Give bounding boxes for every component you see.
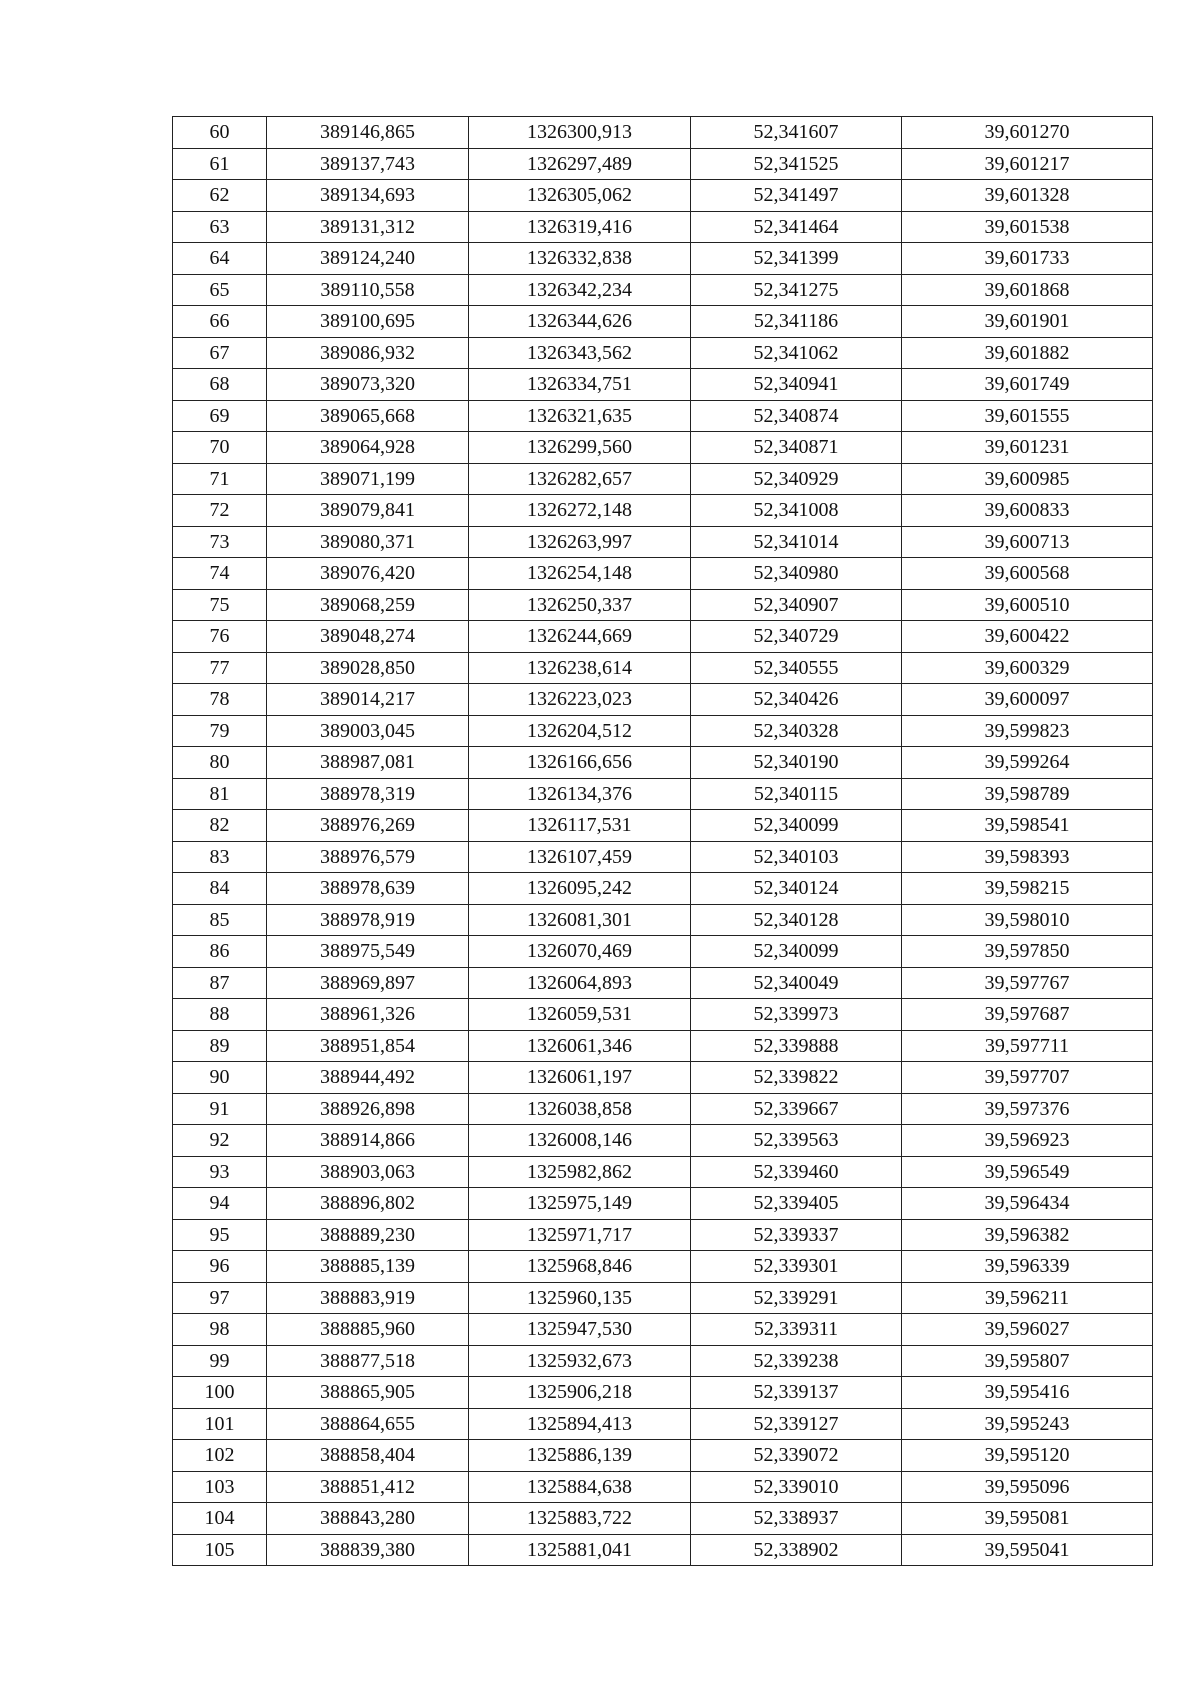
x-coordinate-cell: 389137,743: [267, 148, 469, 180]
y-coordinate-cell: 1326254,148: [469, 558, 691, 590]
table-row: [173, 1219, 1153, 1251]
latitude-cell: 52,340099: [691, 936, 902, 968]
point-number-cell: 104: [173, 1503, 267, 1535]
y-coordinate-cell: 1326299,560: [469, 432, 691, 464]
longitude-cell: 39,595041: [902, 1534, 1153, 1566]
latitude-cell: 52,339127: [691, 1408, 902, 1440]
longitude-cell: 39,595120: [902, 1440, 1153, 1472]
latitude-cell: 52,340871: [691, 432, 902, 464]
x-coordinate-cell: 388843,280: [267, 1503, 469, 1535]
x-coordinate-cell: 388926,898: [267, 1093, 469, 1125]
table-row: [173, 684, 1153, 716]
y-coordinate-cell: 1325971,717: [469, 1219, 691, 1251]
x-coordinate-cell: 389003,045: [267, 715, 469, 747]
table-row: [173, 1408, 1153, 1440]
y-coordinate-cell: 1326300,913: [469, 117, 691, 149]
table-row: [173, 243, 1153, 275]
point-number-cell: 63: [173, 211, 267, 243]
y-coordinate-cell: 1325886,139: [469, 1440, 691, 1472]
latitude-cell: 52,339460: [691, 1156, 902, 1188]
point-number-cell: 75: [173, 589, 267, 621]
x-coordinate-cell: 388969,897: [267, 967, 469, 999]
point-number-cell: 86: [173, 936, 267, 968]
x-coordinate-cell: 388877,518: [267, 1345, 469, 1377]
table-row: [173, 1251, 1153, 1283]
y-coordinate-cell: 1326238,614: [469, 652, 691, 684]
latitude-cell: 52,341607: [691, 117, 902, 149]
x-coordinate-cell: 388851,412: [267, 1471, 469, 1503]
y-coordinate-cell: 1326204,512: [469, 715, 691, 747]
y-coordinate-cell: 1325884,638: [469, 1471, 691, 1503]
point-number-cell: 88: [173, 999, 267, 1031]
longitude-cell: 39,601555: [902, 400, 1153, 432]
point-number-cell: 83: [173, 841, 267, 873]
latitude-cell: 52,338937: [691, 1503, 902, 1535]
x-coordinate-cell: 389014,217: [267, 684, 469, 716]
latitude-cell: 52,341275: [691, 274, 902, 306]
latitude-cell: 52,341014: [691, 526, 902, 558]
table-row: [173, 747, 1153, 779]
latitude-cell: 52,339238: [691, 1345, 902, 1377]
point-number-cell: 93: [173, 1156, 267, 1188]
point-number-cell: 69: [173, 400, 267, 432]
latitude-cell: 52,340049: [691, 967, 902, 999]
y-coordinate-cell: 1326061,346: [469, 1030, 691, 1062]
latitude-cell: 52,339337: [691, 1219, 902, 1251]
x-coordinate-cell: 388975,549: [267, 936, 469, 968]
latitude-cell: 52,340980: [691, 558, 902, 590]
x-coordinate-cell: 388978,919: [267, 904, 469, 936]
y-coordinate-cell: 1326343,562: [469, 337, 691, 369]
table-row: [173, 1156, 1153, 1188]
longitude-cell: 39,601901: [902, 306, 1153, 338]
x-coordinate-cell: 388951,854: [267, 1030, 469, 1062]
point-number-cell: 87: [173, 967, 267, 999]
longitude-cell: 39,600422: [902, 621, 1153, 653]
longitude-cell: 39,599264: [902, 747, 1153, 779]
x-coordinate-cell: 388976,579: [267, 841, 469, 873]
y-coordinate-cell: 1326297,489: [469, 148, 691, 180]
y-coordinate-cell: 1325883,722: [469, 1503, 691, 1535]
latitude-cell: 52,340099: [691, 810, 902, 842]
longitude-cell: 39,601217: [902, 148, 1153, 180]
x-coordinate-cell: 389080,371: [267, 526, 469, 558]
latitude-cell: 52,341062: [691, 337, 902, 369]
table-row: [173, 495, 1153, 527]
latitude-cell: 52,339137: [691, 1377, 902, 1409]
latitude-cell: 52,338902: [691, 1534, 902, 1566]
y-coordinate-cell: 1325968,846: [469, 1251, 691, 1283]
y-coordinate-cell: 1326223,023: [469, 684, 691, 716]
point-number-cell: 102: [173, 1440, 267, 1472]
longitude-cell: 39,596211: [902, 1282, 1153, 1314]
y-coordinate-cell: 1326070,469: [469, 936, 691, 968]
point-number-cell: 97: [173, 1282, 267, 1314]
longitude-cell: 39,599823: [902, 715, 1153, 747]
latitude-cell: 52,340124: [691, 873, 902, 905]
point-number-cell: 67: [173, 337, 267, 369]
longitude-cell: 39,597687: [902, 999, 1153, 1031]
x-coordinate-cell: 389065,668: [267, 400, 469, 432]
latitude-cell: 52,339888: [691, 1030, 902, 1062]
point-number-cell: 82: [173, 810, 267, 842]
y-coordinate-cell: 1326319,416: [469, 211, 691, 243]
table-row: [173, 526, 1153, 558]
table-row: [173, 1188, 1153, 1220]
longitude-cell: 39,600097: [902, 684, 1153, 716]
y-coordinate-cell: 1325982,862: [469, 1156, 691, 1188]
table-row: [173, 211, 1153, 243]
x-coordinate-cell: 388865,905: [267, 1377, 469, 1409]
latitude-cell: 52,340426: [691, 684, 902, 716]
table-row: [173, 1093, 1153, 1125]
point-number-cell: 105: [173, 1534, 267, 1566]
table-row: [173, 1534, 1153, 1566]
longitude-cell: 39,600985: [902, 463, 1153, 495]
table-row: [173, 432, 1153, 464]
latitude-cell: 52,339405: [691, 1188, 902, 1220]
y-coordinate-cell: 1325894,413: [469, 1408, 691, 1440]
longitude-cell: 39,600713: [902, 526, 1153, 558]
table-row: [173, 369, 1153, 401]
point-number-cell: 98: [173, 1314, 267, 1346]
latitude-cell: 52,339072: [691, 1440, 902, 1472]
latitude-cell: 52,340907: [691, 589, 902, 621]
table-row: [173, 778, 1153, 810]
x-coordinate-cell: 389064,928: [267, 432, 469, 464]
point-number-cell: 92: [173, 1125, 267, 1157]
point-number-cell: 103: [173, 1471, 267, 1503]
point-number-cell: 94: [173, 1188, 267, 1220]
y-coordinate-cell: 1326107,459: [469, 841, 691, 873]
y-coordinate-cell: 1326008,146: [469, 1125, 691, 1157]
coordinates-table: [172, 116, 1153, 1566]
x-coordinate-cell: 388961,326: [267, 999, 469, 1031]
x-coordinate-cell: 389086,932: [267, 337, 469, 369]
x-coordinate-cell: 389073,320: [267, 369, 469, 401]
point-number-cell: 85: [173, 904, 267, 936]
table-row: [173, 1377, 1153, 1409]
x-coordinate-cell: 388858,404: [267, 1440, 469, 1472]
latitude-cell: 52,341186: [691, 306, 902, 338]
x-coordinate-cell: 388839,380: [267, 1534, 469, 1566]
x-coordinate-cell: 389146,865: [267, 117, 469, 149]
longitude-cell: 39,596027: [902, 1314, 1153, 1346]
longitude-cell: 39,600510: [902, 589, 1153, 621]
longitude-cell: 39,596339: [902, 1251, 1153, 1283]
latitude-cell: 52,340115: [691, 778, 902, 810]
longitude-cell: 39,595081: [902, 1503, 1153, 1535]
y-coordinate-cell: 1325960,135: [469, 1282, 691, 1314]
longitude-cell: 39,595243: [902, 1408, 1153, 1440]
longitude-cell: 39,601270: [902, 117, 1153, 149]
x-coordinate-cell: 389124,240: [267, 243, 469, 275]
table-row: [173, 715, 1153, 747]
y-coordinate-cell: 1326305,062: [469, 180, 691, 212]
x-coordinate-cell: 389076,420: [267, 558, 469, 590]
longitude-cell: 39,597767: [902, 967, 1153, 999]
latitude-cell: 52,339667: [691, 1093, 902, 1125]
longitude-cell: 39,595096: [902, 1471, 1153, 1503]
latitude-cell: 52,340729: [691, 621, 902, 653]
longitude-cell: 39,601328: [902, 180, 1153, 212]
latitude-cell: 52,339311: [691, 1314, 902, 1346]
latitude-cell: 52,340128: [691, 904, 902, 936]
longitude-cell: 39,601231: [902, 432, 1153, 464]
y-coordinate-cell: 1326064,893: [469, 967, 691, 999]
coordinates-table-body: [173, 117, 1153, 1566]
x-coordinate-cell: 388987,081: [267, 747, 469, 779]
point-number-cell: 78: [173, 684, 267, 716]
table-row: [173, 558, 1153, 590]
table-row: [173, 148, 1153, 180]
longitude-cell: 39,598393: [902, 841, 1153, 873]
latitude-cell: 52,339291: [691, 1282, 902, 1314]
latitude-cell: 52,339822: [691, 1062, 902, 1094]
table-row: [173, 400, 1153, 432]
longitude-cell: 39,600833: [902, 495, 1153, 527]
table-row: [173, 967, 1153, 999]
y-coordinate-cell: 1326321,635: [469, 400, 691, 432]
y-coordinate-cell: 1326332,838: [469, 243, 691, 275]
latitude-cell: 52,339010: [691, 1471, 902, 1503]
x-coordinate-cell: 389071,199: [267, 463, 469, 495]
latitude-cell: 52,340929: [691, 463, 902, 495]
latitude-cell: 52,340190: [691, 747, 902, 779]
table-row: [173, 936, 1153, 968]
table-row: [173, 1314, 1153, 1346]
point-number-cell: 80: [173, 747, 267, 779]
point-number-cell: 99: [173, 1345, 267, 1377]
y-coordinate-cell: 1326250,337: [469, 589, 691, 621]
y-coordinate-cell: 1326272,148: [469, 495, 691, 527]
y-coordinate-cell: 1325906,218: [469, 1377, 691, 1409]
point-number-cell: 81: [173, 778, 267, 810]
latitude-cell: 52,340103: [691, 841, 902, 873]
table-row: [173, 652, 1153, 684]
point-number-cell: 73: [173, 526, 267, 558]
table-row: [173, 841, 1153, 873]
longitude-cell: 39,601882: [902, 337, 1153, 369]
point-number-cell: 76: [173, 621, 267, 653]
point-number-cell: 96: [173, 1251, 267, 1283]
longitude-cell: 39,600568: [902, 558, 1153, 590]
x-coordinate-cell: 388889,230: [267, 1219, 469, 1251]
longitude-cell: 39,601868: [902, 274, 1153, 306]
y-coordinate-cell: 1325947,530: [469, 1314, 691, 1346]
y-coordinate-cell: 1326117,531: [469, 810, 691, 842]
latitude-cell: 52,341497: [691, 180, 902, 212]
table-row: [173, 337, 1153, 369]
x-coordinate-cell: 388914,866: [267, 1125, 469, 1157]
table-row: [173, 117, 1153, 149]
x-coordinate-cell: 388885,960: [267, 1314, 469, 1346]
point-number-cell: 95: [173, 1219, 267, 1251]
longitude-cell: 39,598215: [902, 873, 1153, 905]
latitude-cell: 52,340874: [691, 400, 902, 432]
x-coordinate-cell: 388864,655: [267, 1408, 469, 1440]
x-coordinate-cell: 388883,919: [267, 1282, 469, 1314]
x-coordinate-cell: 388978,639: [267, 873, 469, 905]
table-row: [173, 873, 1153, 905]
table-row: [173, 1440, 1153, 1472]
table-row: [173, 999, 1153, 1031]
x-coordinate-cell: 389028,850: [267, 652, 469, 684]
y-coordinate-cell: 1326134,376: [469, 778, 691, 810]
table-row: [173, 463, 1153, 495]
longitude-cell: 39,597376: [902, 1093, 1153, 1125]
x-coordinate-cell: 388976,269: [267, 810, 469, 842]
y-coordinate-cell: 1326342,234: [469, 274, 691, 306]
longitude-cell: 39,595416: [902, 1377, 1153, 1409]
point-number-cell: 100: [173, 1377, 267, 1409]
point-number-cell: 68: [173, 369, 267, 401]
y-coordinate-cell: 1326344,626: [469, 306, 691, 338]
point-number-cell: 77: [173, 652, 267, 684]
table-row: [173, 904, 1153, 936]
point-number-cell: 79: [173, 715, 267, 747]
longitude-cell: 39,598541: [902, 810, 1153, 842]
x-coordinate-cell: 389048,274: [267, 621, 469, 653]
longitude-cell: 39,595807: [902, 1345, 1153, 1377]
point-number-cell: 60: [173, 117, 267, 149]
table-row: [173, 180, 1153, 212]
y-coordinate-cell: 1326263,997: [469, 526, 691, 558]
table-row: [173, 1345, 1153, 1377]
latitude-cell: 52,341525: [691, 148, 902, 180]
longitude-cell: 39,597707: [902, 1062, 1153, 1094]
point-number-cell: 62: [173, 180, 267, 212]
y-coordinate-cell: 1326334,751: [469, 369, 691, 401]
table-row: [173, 1471, 1153, 1503]
x-coordinate-cell: 389134,693: [267, 180, 469, 212]
x-coordinate-cell: 388885,139: [267, 1251, 469, 1283]
latitude-cell: 52,339563: [691, 1125, 902, 1157]
longitude-cell: 39,600329: [902, 652, 1153, 684]
x-coordinate-cell: 389110,558: [267, 274, 469, 306]
latitude-cell: 52,340941: [691, 369, 902, 401]
table-row: [173, 589, 1153, 621]
y-coordinate-cell: 1326061,197: [469, 1062, 691, 1094]
y-coordinate-cell: 1326166,656: [469, 747, 691, 779]
x-coordinate-cell: 389068,259: [267, 589, 469, 621]
table-row: [173, 1030, 1153, 1062]
point-number-cell: 84: [173, 873, 267, 905]
longitude-cell: 39,601733: [902, 243, 1153, 275]
longitude-cell: 39,601749: [902, 369, 1153, 401]
table-row: [173, 1125, 1153, 1157]
table-row: [173, 621, 1153, 653]
y-coordinate-cell: 1325881,041: [469, 1534, 691, 1566]
point-number-cell: 74: [173, 558, 267, 590]
point-number-cell: 72: [173, 495, 267, 527]
table-row: [173, 1062, 1153, 1094]
longitude-cell: 39,597711: [902, 1030, 1153, 1062]
point-number-cell: 65: [173, 274, 267, 306]
y-coordinate-cell: 1325932,673: [469, 1345, 691, 1377]
latitude-cell: 52,341399: [691, 243, 902, 275]
table-row: [173, 1282, 1153, 1314]
y-coordinate-cell: 1326059,531: [469, 999, 691, 1031]
table-row: [173, 1503, 1153, 1535]
x-coordinate-cell: 388978,319: [267, 778, 469, 810]
x-coordinate-cell: 388944,492: [267, 1062, 469, 1094]
point-number-cell: 64: [173, 243, 267, 275]
longitude-cell: 39,596549: [902, 1156, 1153, 1188]
longitude-cell: 39,598010: [902, 904, 1153, 936]
x-coordinate-cell: 389079,841: [267, 495, 469, 527]
point-number-cell: 70: [173, 432, 267, 464]
latitude-cell: 52,340555: [691, 652, 902, 684]
y-coordinate-cell: 1325975,149: [469, 1188, 691, 1220]
x-coordinate-cell: 388896,802: [267, 1188, 469, 1220]
y-coordinate-cell: 1326282,657: [469, 463, 691, 495]
point-number-cell: 66: [173, 306, 267, 338]
table-row: [173, 306, 1153, 338]
point-number-cell: 101: [173, 1408, 267, 1440]
longitude-cell: 39,601538: [902, 211, 1153, 243]
point-number-cell: 91: [173, 1093, 267, 1125]
table-row: [173, 810, 1153, 842]
y-coordinate-cell: 1326081,301: [469, 904, 691, 936]
y-coordinate-cell: 1326095,242: [469, 873, 691, 905]
point-number-cell: 90: [173, 1062, 267, 1094]
latitude-cell: 52,340328: [691, 715, 902, 747]
latitude-cell: 52,339973: [691, 999, 902, 1031]
longitude-cell: 39,596923: [902, 1125, 1153, 1157]
table-row: [173, 274, 1153, 306]
latitude-cell: 52,341464: [691, 211, 902, 243]
y-coordinate-cell: 1326244,669: [469, 621, 691, 653]
x-coordinate-cell: 389100,695: [267, 306, 469, 338]
latitude-cell: 52,341008: [691, 495, 902, 527]
longitude-cell: 39,596382: [902, 1219, 1153, 1251]
longitude-cell: 39,597850: [902, 936, 1153, 968]
point-number-cell: 61: [173, 148, 267, 180]
point-number-cell: 71: [173, 463, 267, 495]
longitude-cell: 39,596434: [902, 1188, 1153, 1220]
x-coordinate-cell: 389131,312: [267, 211, 469, 243]
y-coordinate-cell: 1326038,858: [469, 1093, 691, 1125]
x-coordinate-cell: 388903,063: [267, 1156, 469, 1188]
latitude-cell: 52,339301: [691, 1251, 902, 1283]
point-number-cell: 89: [173, 1030, 267, 1062]
longitude-cell: 39,598789: [902, 778, 1153, 810]
